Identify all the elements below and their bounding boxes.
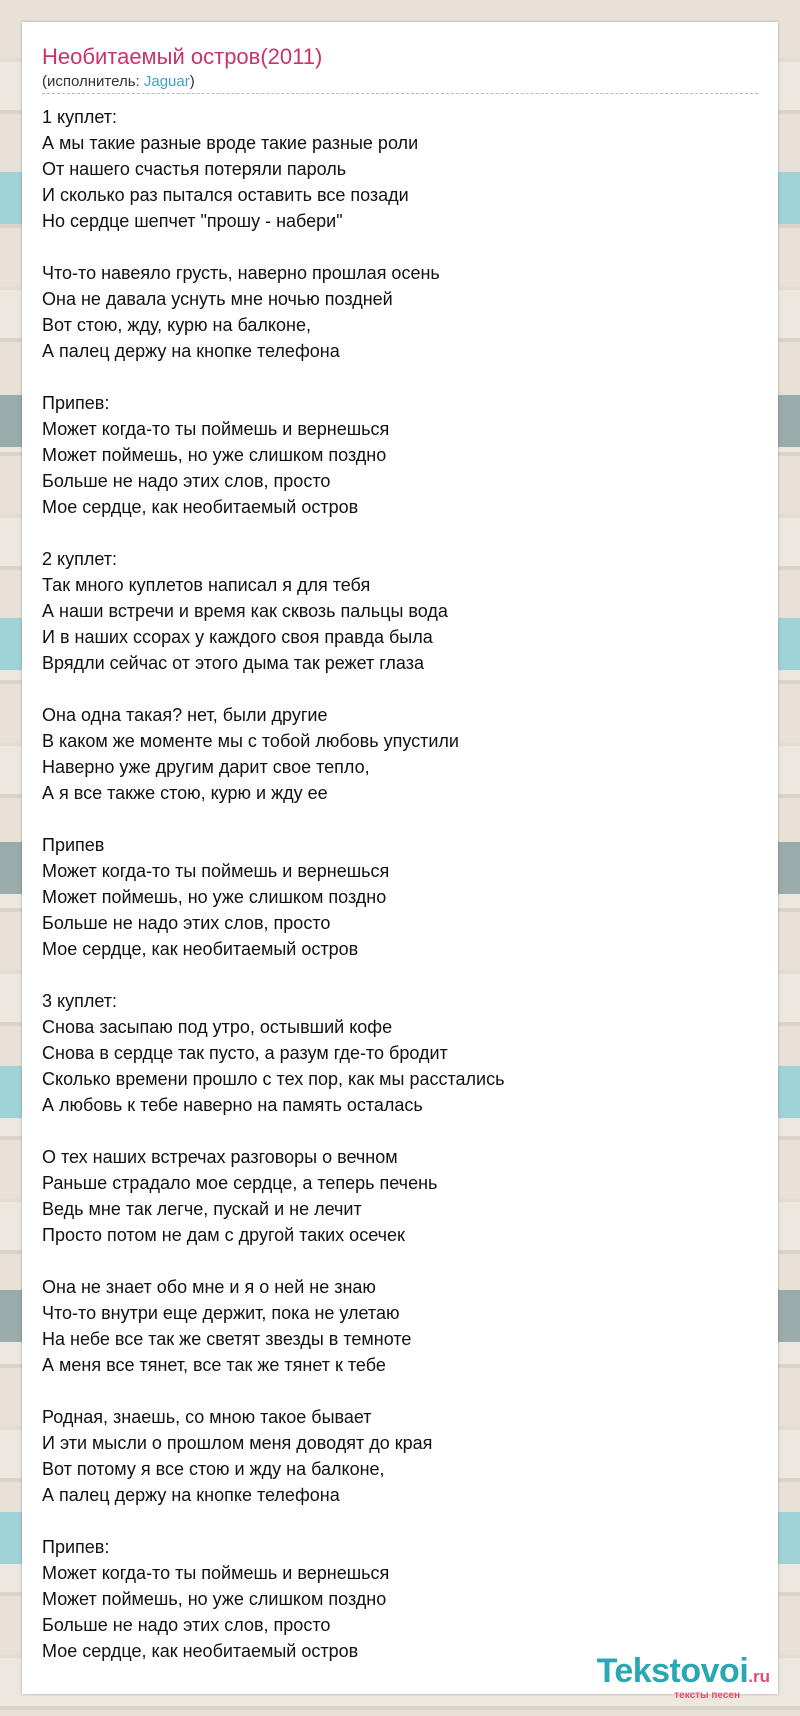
- lyric-line: Может поймешь, но уже слишком поздно: [42, 887, 387, 907]
- lyric-line: Может поймешь, но уже слишком поздно: [42, 445, 387, 465]
- lyric-line: Снова засыпаю под утро, остывший кофе: [42, 1017, 393, 1037]
- logo-tagline: тексты песен: [674, 1690, 740, 1701]
- stanza-gap: [42, 364, 758, 390]
- lyric-line: Больше не надо этих слов, просто: [42, 1615, 331, 1635]
- stanza-gap: [42, 1118, 758, 1144]
- lyric-line: Так много куплетов написал я для тебя: [42, 575, 371, 595]
- lyric-line: А мы такие разные вроде такие разные роли: [42, 133, 419, 153]
- lyric-line: А любовь к тебе наверно на память осталась: [42, 1095, 423, 1115]
- lyric-line: Мое сердце, как необитаемый остров: [42, 497, 359, 517]
- lyric-line: Может когда-то ты поймешь и вернешься: [42, 861, 390, 881]
- lyrics-text: [42, 104, 758, 1664]
- lyric-line: Мое сердце, как необитаемый остров: [42, 939, 359, 959]
- lyric-line: На небе все так же светят звезды в темноте: [42, 1329, 412, 1349]
- lyric-line: О тех наших встречах разговоры о вечном: [42, 1147, 398, 1167]
- lyric-line: Что-то внутри еще держит, пока не улетаю: [42, 1303, 400, 1323]
- lyric-line: Больше не надо этих слов, просто: [42, 913, 331, 933]
- lyric-line: 3 куплет:: [42, 991, 117, 1011]
- performer-line: [42, 73, 195, 90]
- lyric-line: Больше не надо этих слов, просто: [42, 471, 331, 491]
- lyric-line: Она одна такая? нет, были другие: [42, 705, 328, 725]
- lyric-line: Вот стою, жду, курю на балконе,: [42, 315, 311, 335]
- lyric-line: Просто потом не дам с другой таких осечек: [42, 1225, 405, 1245]
- lyric-line: Снова в сердце так пусто, а разум где-то бродит: [42, 1043, 448, 1063]
- lyric-line: А меня все тянет, все так же тянет к тебе: [42, 1355, 386, 1375]
- lyric-line: В каком же моменте мы с тобой любовь упустили: [42, 731, 459, 751]
- lyric-line: Ведь мне так легче, пускай и не лечит: [42, 1199, 362, 1219]
- lyric-line: А наши встречи и время как сквозь пальцы вода: [42, 601, 448, 621]
- lyric-line: И сколько раз пытался оставить все позади: [42, 185, 409, 205]
- performer-suffix: ): [189, 73, 195, 90]
- lyric-line: Припев:: [42, 1537, 110, 1557]
- lyric-line: Сколько времени прошло с тех пор, как мы расстались: [42, 1069, 505, 1089]
- logo-wordmark: [597, 1652, 770, 1691]
- site-logo[interactable]: [550, 1652, 770, 1701]
- lyric-line: Припев: [42, 835, 105, 855]
- artist-link[interactable]: Jaguar: [143, 73, 190, 90]
- lyric-line: Может поймешь, но уже слишком поздно: [42, 1589, 387, 1609]
- stanza-gap: [42, 1508, 758, 1534]
- stanza-gap: [42, 962, 758, 988]
- stanza-gap: [42, 676, 758, 702]
- logo-main-text: Tekstovoi: [596, 1652, 749, 1690]
- lyric-line: Может когда-то ты поймешь и вернешься: [42, 1563, 390, 1583]
- stanza-gap: [42, 520, 758, 546]
- logo-tld: .ru: [748, 1667, 770, 1686]
- lyric-line: 2 куплет:: [42, 549, 117, 569]
- lyric-line: Мое сердце, как необитаемый остров: [42, 1641, 359, 1661]
- stanza-gap: [42, 1248, 758, 1274]
- lyric-line: Вот потому я все стою и жду на балконе,: [42, 1459, 385, 1479]
- stanza-gap: [42, 1378, 758, 1404]
- lyric-line: И эти мысли о прошлом меня доводят до края: [42, 1433, 433, 1453]
- lyric-line: Врядли сейчас от этого дыма так режет глаза: [42, 653, 424, 673]
- lyric-line: 1 куплет:: [42, 107, 117, 127]
- lyric-line: Что-то навеяло грусть, наверно прошлая осень: [42, 263, 440, 283]
- stanza-gap: [42, 234, 758, 260]
- lyric-line: Наверно уже другим дарит свое тепло,: [42, 757, 370, 777]
- lyric-line: А палец держу на кнопке телефона: [42, 341, 340, 361]
- lyric-line: А палец держу на кнопке телефона: [42, 1485, 340, 1505]
- lyric-line: И в наших ссорах у каждого своя правда была: [42, 627, 433, 647]
- lyric-line: Припев:: [42, 393, 110, 413]
- lyric-line: От нашего счастья потеряли пароль: [42, 159, 347, 179]
- lyric-line: Она не знает обо мне и я о ней не знаю: [42, 1277, 376, 1297]
- lyric-line: Но сердце шепчет "прошу - набери": [42, 211, 343, 231]
- title-divider: [42, 93, 758, 94]
- lyric-line: Она не давала уснуть мне ночью поздней: [42, 289, 393, 309]
- lyric-line: Раньше страдало мое сердце, а теперь печень: [42, 1173, 438, 1193]
- performer-prefix: (исполнитель:: [42, 73, 144, 90]
- stanza-gap: [42, 806, 758, 832]
- lyric-line: А я все также стою, курю и жду ее: [42, 783, 328, 803]
- lyric-line: Родная, знаешь, со мною такое бывает: [42, 1407, 372, 1427]
- page-title: Необитаемый остров(2011): [42, 44, 323, 69]
- lyric-line: Может когда-то ты поймешь и вернешься: [42, 419, 390, 439]
